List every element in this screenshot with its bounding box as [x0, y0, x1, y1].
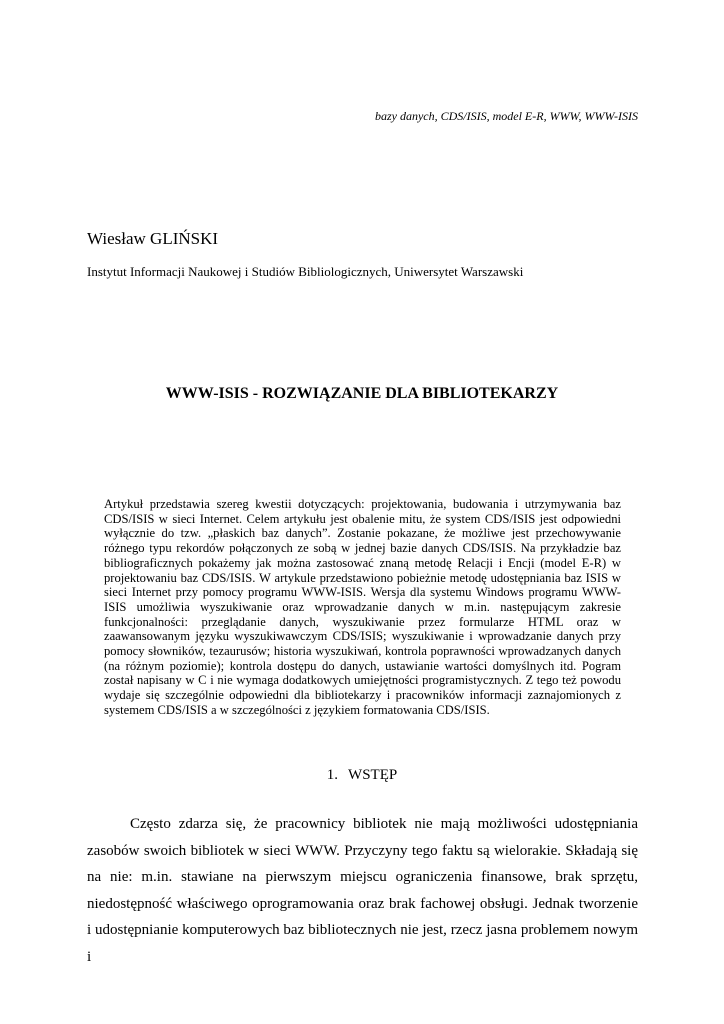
- section-title: WSTĘP: [348, 767, 398, 783]
- author-affiliation: Instytut Informacji Naukowej i Studiów Bibliologicznych, Uniwersytet Warszawski: [87, 264, 524, 279]
- paper-title: WWW-ISIS - ROZWIĄZANIE DLA BIBLIOTEKARZY: [165, 385, 559, 402]
- author-name: Wiesław GLIŃSKI: [87, 229, 219, 248]
- body-paragraph: Często zdarza się, że pracownicy bibliotek nie mają możliwości udostępniania zasobów swoich bibliotek w sieci WWW. Przyczyny tego faktu są wielorakie. Składają się na nie: m.in. stawiane na pierwszym miejscu ograniczenia finansowe, brak sprzętu, niedostępność właściwego oprogramowania oraz brak fachowej obsługi. Jednak tworzenie i udostępnianie komputerowych baz bibliotecznych nie jest, rzecz jasna problemem nowym i: [87, 816, 638, 965]
- section-number: 1.: [326, 767, 339, 783]
- abstract: Artykuł przedstawia szereg kwestii dotyczących: projektowania, budowania i utrzymywania baz CDS/ISIS w sieci Internet. Celem artykułu jest obalenie mitu, że system CDS/ISIS jest odpowiedni wyłącznie do tzw. „płaskich baz danych”. Zostanie pokazane, że możliwe jest przechowywanie różnego typu rekordów połączonych ze sobą w jednej bazie danych CDS/ISIS. Na przykładzie baz bibliograficznych pokażemy jak można zastosować znaną metodę Relacji i Encji (model E-R) w projektowaniu baz CDS/ISIS. W artykule przedstawiono pobieżnie metodę udostępniania baz ISIS w sieci Internet przy pomocy programu WWW-ISIS. Wersja dla systemu Windows programu WWW-ISIS umożliwia wyszukiwanie oraz wprowadzanie danych w m.in. następującym zakresie funkcjonalności: przeglądanie danych, wyszukiwanie przez formularze HTML oraz w zaawansowanym języku wyszukiwawczym CDS/ISIS; wyszukiwanie i wprowadzanie danych przy pomocy słowników, tezaurusów; historia wyszukiwań, kontrola poprawności wprowadzanych danych (na różnym poziomie); kontrola dostępu do danych, ustawianie wartości domyślnych itd. Pogram został napisany w C i nie wymaga dodatkowych umiejętności programistycznych. Z tego też powodu wydaje się szczególnie odpowiedni dla bibliotekarzy i pracowników informacji zaznajomionych z systemem CDS/ISIS a w szczególności z językiem formatowania CDS/ISIS.: [104, 497, 621, 717]
- keywords-line: bazy danych, CDS/ISIS, model E-R, WWW, WWW-ISIS: [374, 109, 638, 123]
- section-heading: [0, 767, 724, 784]
